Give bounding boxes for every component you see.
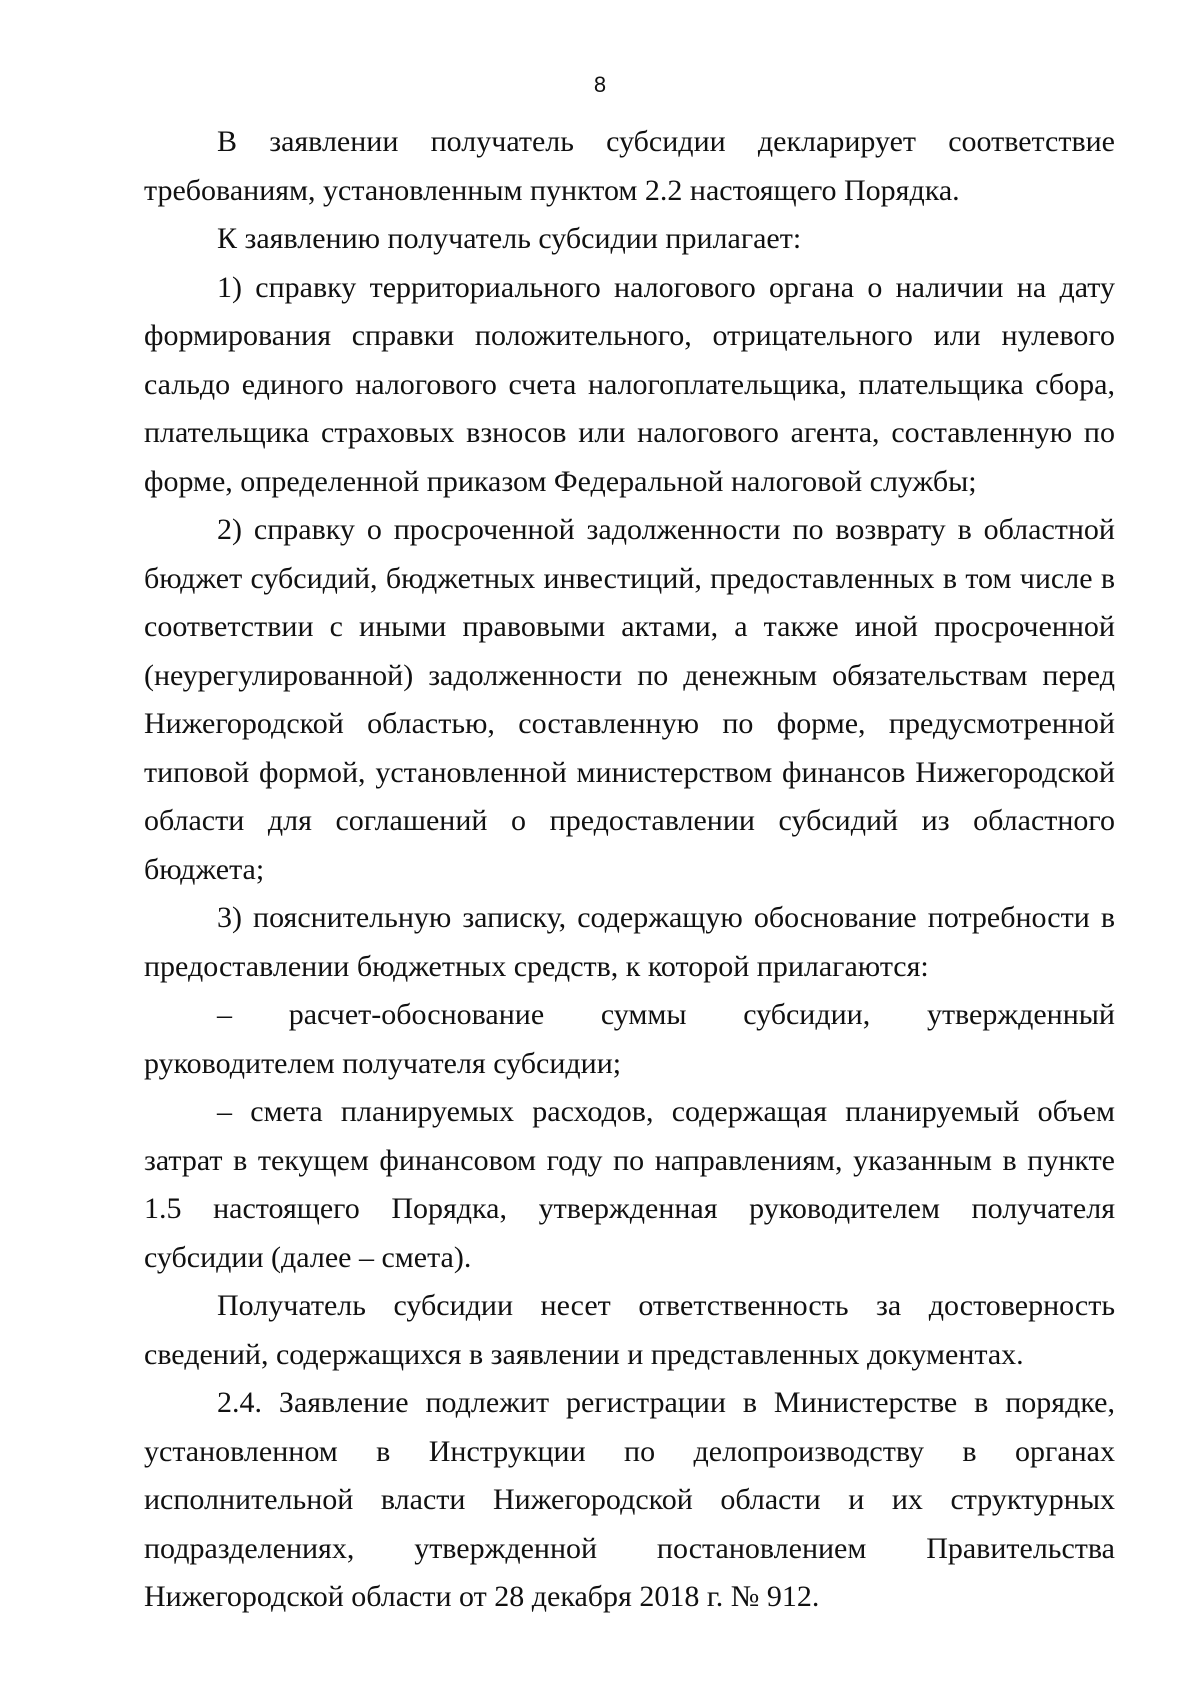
paragraph-declaration: В заявлении получатель субсидии декларирует соответствие требованиям, установленным пунктом 2.2 настоящего Порядка. <box>144 125 1115 207</box>
page-number: 8 <box>593 72 607 97</box>
document-body <box>144 118 1115 1622</box>
paragraph-2-4-registration: 2.4. Заявление подлежит регистрации в Министерстве в порядке, установленном в Инструкции по делопроизводству в органах исполнительной власти Нижегородской области и их структурных подразделениях, утвержденной постановлением Правительства Нижегородской области от 28 декабря 2018 г. № 912. <box>144 1386 1115 1613</box>
paragraph-responsibility: Получатель субсидии несет ответственность за достоверность сведений, содержащихся в заявлении и представленных документах. <box>144 1289 1115 1371</box>
paragraph-item-1-tax-certificate: 1) справку территориального налогового органа о наличии на дату формирования справки положительного, отрицательного или нулевого сальдо единого налогового счета налогоплательщика, плательщика сбора, плательщика страховых взносов или налогового агента, составленную по форме, определенной приказом Федеральной налоговой службы; <box>144 270 1115 498</box>
paragraph-item-3-explanatory-note: 3) пояснительную записку, содержащую обоснование потребности в предоставлении бюджетных средств, к которой прилагаются: <box>144 901 1115 983</box>
paragraph-attachments-intro: К заявлению получатель субсидии прилагает: <box>217 222 802 255</box>
paragraph-item-2-debt-certificate: 2) справку о просроченной задолженности по возврату в областной бюджет субсидий, бюджетных инвестиций, предоставленных в том числе в соответствии с иными правовыми актами, а также иной просроченной (неурегулированной) задолженности по денежным обязательствам перед Нижегородской областью, составленную по форме, предусмотренной типовой формой, установленной министерством финансов Нижегородской области для соглашений о предоставлении субсидий из областного бюджета; <box>144 513 1115 886</box>
paragraph-dash-estimate: – смета планируемых расходов, содержащая планируемый объем затрат в текущем финансовом году по направлениям, указанным в пункте 1.5 настоящего Порядка, утвержденная руководителем получателя субсидии (далее – смета). <box>144 1095 1115 1274</box>
paragraph-dash-calculation: – расчет-обоснование суммы субсидии, утвержденный руководителем получателя субсидии; <box>144 998 1115 1080</box>
